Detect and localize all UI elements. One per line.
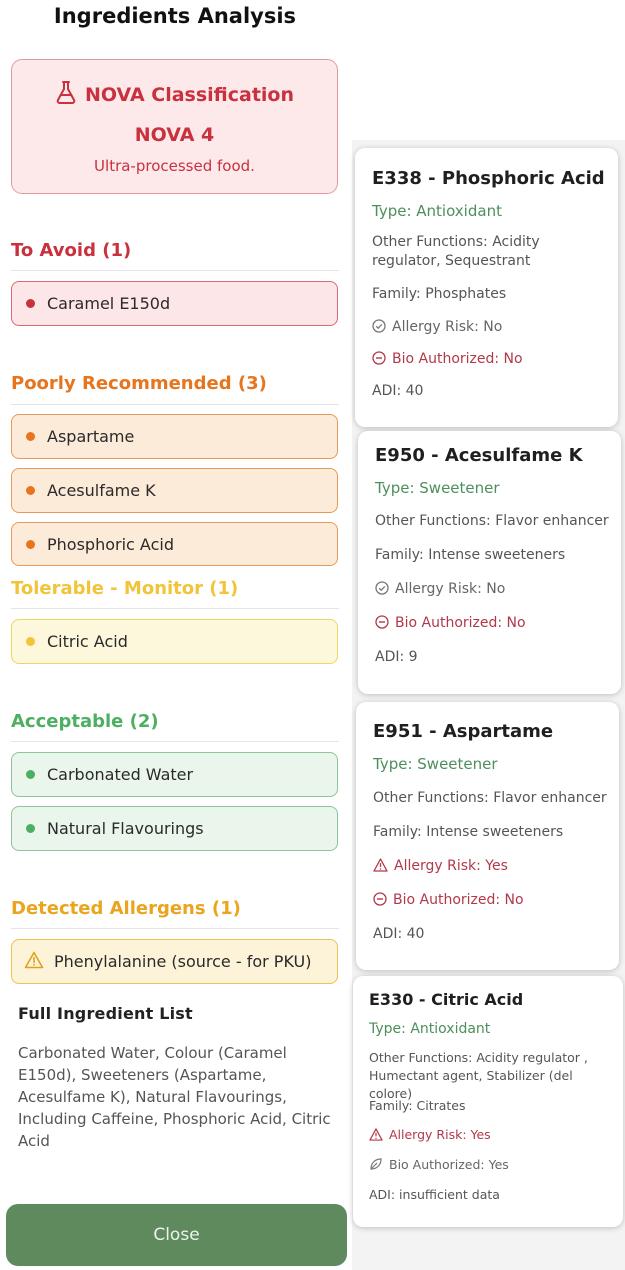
card-functions: Other Functions: Acidity regulator, Sequestrant bbox=[372, 234, 540, 269]
allergen-label: Phenylalanine (source - for PKU) bbox=[54, 952, 312, 971]
list-item[interactable] bbox=[11, 806, 338, 851]
card-allergy-risk bbox=[372, 318, 502, 339]
list-item-label: Carbonated Water bbox=[47, 765, 194, 784]
card-bio-authorized bbox=[372, 350, 523, 371]
bullet-icon bbox=[26, 299, 35, 308]
card-bio-text: Bio Authorized: No bbox=[395, 615, 526, 631]
divider bbox=[11, 608, 339, 609]
minus-circle-icon bbox=[375, 615, 389, 635]
page-title: Ingredients Analysis bbox=[53, 4, 297, 28]
close-button[interactable]: Close bbox=[6, 1204, 347, 1266]
card-allergy-text: Allergy Risk: Yes bbox=[389, 1127, 491, 1142]
poorly-recommended-heading: Poorly Recommended (3) bbox=[11, 373, 267, 394]
card-adi: ADI: 40 bbox=[372, 383, 424, 399]
warning-icon bbox=[24, 951, 44, 973]
list-item[interactable] bbox=[11, 468, 338, 513]
card-allergy-text: Allergy Risk: Yes bbox=[394, 858, 508, 874]
card-family: Family: Citrates bbox=[369, 1098, 466, 1113]
list-item[interactable] bbox=[11, 619, 338, 664]
minus-circle-icon bbox=[373, 892, 387, 912]
divider bbox=[11, 270, 339, 271]
list-item-label: Natural Flavourings bbox=[47, 819, 204, 838]
warning-icon bbox=[369, 1127, 383, 1146]
card-adi: ADI: 40 bbox=[373, 926, 425, 942]
nova-heading-row bbox=[12, 80, 337, 109]
flask-icon bbox=[55, 80, 77, 109]
card-bio-text: Bio Authorized: Yes bbox=[389, 1157, 509, 1172]
card-type: Type: Sweetener bbox=[373, 755, 498, 773]
card-bio-authorized bbox=[375, 614, 526, 635]
card-type: Type: Antioxidant bbox=[369, 1021, 491, 1037]
list-item-label: Phosphoric Acid bbox=[47, 534, 174, 554]
leaf-icon bbox=[369, 1157, 383, 1176]
card-functions: Other Functions: Acidity regulator , Humectant agent, Stabilizer (del colore) bbox=[369, 1050, 588, 1101]
nova-card bbox=[11, 59, 338, 194]
list-item[interactable] bbox=[11, 281, 338, 326]
list-item[interactable] bbox=[11, 752, 338, 797]
card-allergy-text: Allergy Risk: No bbox=[392, 319, 503, 335]
card-functions: Other Functions: Flavor enhancer bbox=[373, 790, 607, 806]
list-item-label: Acesulfame K bbox=[47, 481, 156, 500]
nova-heading: NOVA Classification bbox=[84, 84, 295, 106]
check-circle-icon bbox=[375, 581, 389, 601]
card-allergy-risk bbox=[369, 1125, 491, 1146]
full-ingredient-list-heading: Full Ingredient List bbox=[18, 1004, 193, 1023]
additive-card[interactable] bbox=[353, 976, 623, 1227]
list-item-label: Caramel E150d bbox=[47, 294, 171, 313]
allergen-item[interactable] bbox=[11, 939, 338, 984]
card-type: Type: Sweetener bbox=[375, 479, 500, 497]
bullet-icon bbox=[26, 637, 35, 646]
warning-icon bbox=[373, 858, 388, 878]
card-family: Family: Intense sweeteners bbox=[375, 547, 566, 563]
full-ingredient-list-text: Carbonated Water, Colour (Caramel E150d), Sweeteners (Aspartame, Acesulfame K), Natural Flavourings, Including Caffeine, Phosphoric Acid, Citric Acid bbox=[18, 1044, 331, 1150]
additive-card[interactable] bbox=[356, 702, 619, 970]
divider bbox=[11, 404, 339, 405]
additive-card[interactable] bbox=[358, 431, 621, 694]
card-allergy-text: Allergy Risk: No bbox=[395, 581, 506, 597]
card-title: E330 - Citric Acid bbox=[369, 990, 524, 1009]
bullet-icon bbox=[26, 540, 35, 549]
card-functions: Other Functions: Flavor enhancer bbox=[375, 513, 609, 529]
card-bio-text: Bio Authorized: No bbox=[393, 892, 524, 908]
list-item-label: Citric Acid bbox=[47, 632, 128, 651]
additive-card[interactable] bbox=[355, 148, 618, 427]
bullet-icon bbox=[26, 432, 35, 441]
card-family: Family: Phosphates bbox=[372, 286, 507, 302]
card-family: Family: Intense sweeteners bbox=[373, 824, 564, 840]
minus-circle-icon bbox=[372, 351, 386, 371]
card-title: E951 - Aspartame bbox=[373, 721, 554, 742]
to-avoid-heading: To Avoid (1) bbox=[11, 240, 132, 261]
list-item-label: Aspartame bbox=[47, 427, 135, 446]
bullet-icon bbox=[26, 770, 35, 779]
detected-allergens-heading: Detected Allergens (1) bbox=[11, 898, 241, 919]
card-type: Type: Antioxidant bbox=[372, 202, 502, 220]
card-allergy-risk bbox=[375, 580, 505, 601]
card-adi: ADI: 9 bbox=[375, 649, 418, 665]
nova-level: NOVA 4 bbox=[134, 124, 215, 146]
card-bio-authorized bbox=[373, 891, 524, 912]
card-bio-text: Bio Authorized: No bbox=[392, 351, 523, 367]
divider bbox=[11, 928, 339, 929]
bullet-icon bbox=[26, 824, 35, 833]
card-adi: ADI: insufficient data bbox=[369, 1187, 500, 1202]
list-item[interactable] bbox=[11, 414, 338, 459]
card-bio-authorized bbox=[369, 1155, 509, 1176]
divider bbox=[11, 741, 339, 742]
card-title: E950 - Acesulfame K bbox=[375, 445, 583, 466]
tolerable-heading: Tolerable - Monitor (1) bbox=[11, 578, 239, 599]
check-circle-icon bbox=[372, 319, 386, 339]
card-allergy-risk bbox=[373, 857, 508, 878]
bullet-icon bbox=[26, 486, 35, 495]
nova-description: Ultra-processed food. bbox=[94, 157, 255, 175]
acceptable-heading: Acceptable (2) bbox=[11, 711, 159, 732]
card-title: E338 - Phosphoric Acid bbox=[372, 168, 605, 189]
list-item[interactable] bbox=[11, 522, 338, 566]
